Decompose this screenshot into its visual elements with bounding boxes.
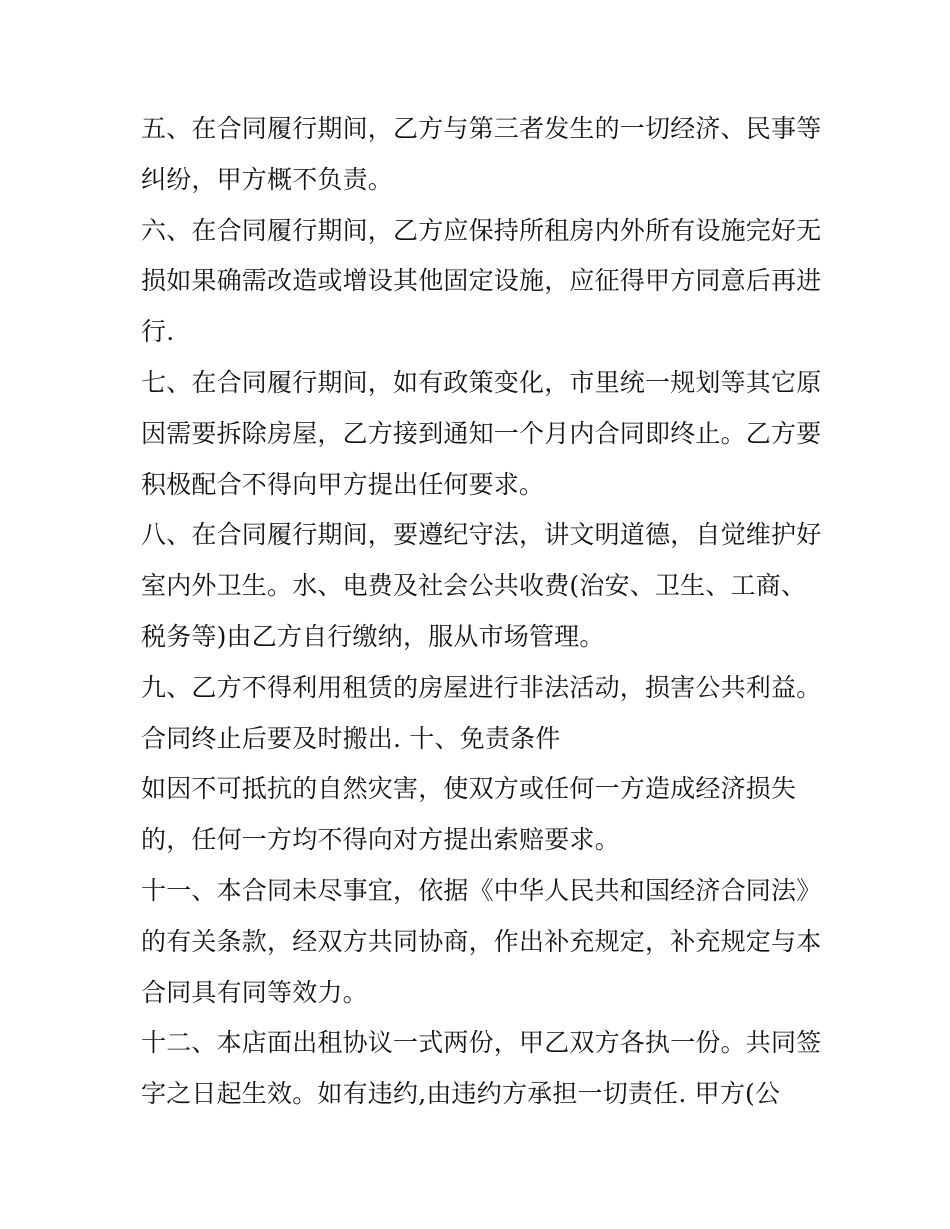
- text-line: 因需要拆除房屋，乙方接到通知一个月内合同即终止。乙方要: [141, 418, 822, 448]
- text-line: 六、在合同履行期间，乙方应保持所租房内外所有设施完好无: [141, 215, 822, 245]
- text-line: 积极配合不得向甲方提出任何要求。: [141, 469, 545, 499]
- text-line: 五、在合同履行期间，乙方与第三者发生的一切经济、民事等: [141, 114, 822, 143]
- document-body: [141, 104, 821, 1120]
- text-line: 行.: [141, 317, 175, 347]
- text-line: 合同终止后要及时搬出. 十、免责条件: [141, 723, 561, 753]
- text-line: 税务等)由乙方自行缴纳，服从市场管理。: [141, 621, 605, 651]
- text-line: 损如果确需改造或增设其他固定设施，应征得甲方同意后再进: [141, 266, 822, 296]
- text-line: 的有关条款，经双方共同协商，作出补充规定，补充规定与本: [141, 926, 822, 956]
- text-line: 合同具有同等效力。: [141, 977, 368, 1007]
- text-line: 纠纷，甲方概不负责。: [141, 164, 394, 194]
- text-line: 字之日起生效。如有违约,由违约方承担一切责任. 甲方(公: [141, 1079, 781, 1109]
- text-line: 如因不可抵抗的自然灾害，使双方或任何一方造成经济损失: [141, 774, 797, 804]
- text-line: 的，任何一方均不得向对方提出索赔要求。: [141, 825, 620, 855]
- text-line: 八、在合同履行期间，要遵纪守法，讲文明道德，自觉维护好: [141, 520, 822, 550]
- text-line: 十一、本合同未尽事宜，依据《中华人民共和国经济合同法》: [141, 875, 822, 905]
- text-line: 九、乙方不得利用租赁的房屋进行非法活动，损害公共利益。: [141, 672, 822, 702]
- text-line: 七、在合同履行期间，如有政策变化，市里统一规划等其它原: [141, 367, 822, 397]
- text-line: 室内外卫生。水、电费及社会公共收费(治安、卫生、工商、: [141, 571, 807, 601]
- text-line: 十二、本店面出租协议一式两份，甲乙双方各执一份。共同签: [141, 1028, 822, 1058]
